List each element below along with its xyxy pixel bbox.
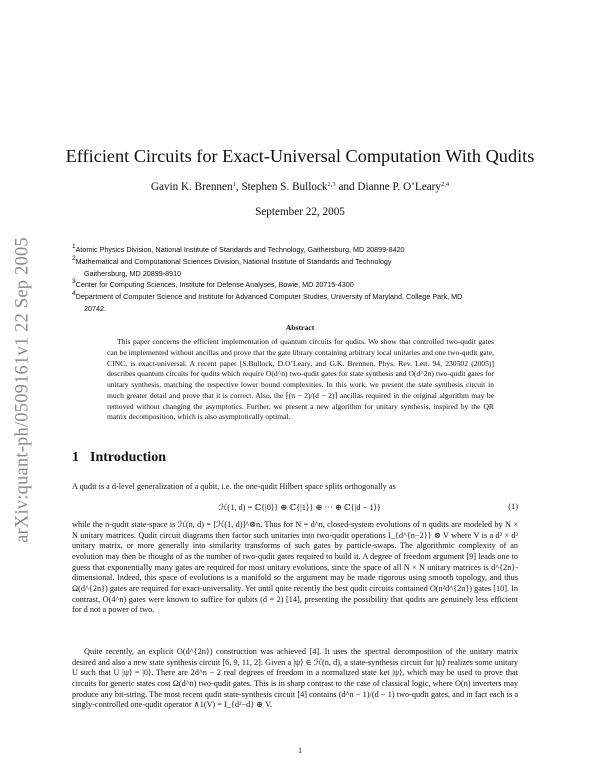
- author-name: Dianne P. O’Leary: [357, 181, 441, 193]
- abstract-text: This paper concerns the efficient implementation of quantum circuits for qudits. We show that controlled two-qudit gates can be implemented without ancillas and prove that the gate library containing arbitrary local unitaries and one two-qudit gate, CINC, is exact-universal. A recent paper [S.Bullock, D.O’Leary, and G.K. Brennen, Phys. Rev. Lett. 94, 230502 (2005)] describes quantum circuits for qudits which require O(d^n) two-qudit gates for state synthesis and O(d^2n) two-qudit gates for unitary synthesis, matching the respective lower bound complexities. In this work, we present the state synthesis circuit in much greater detail and prove that it is correct. Also, the ⌈(n − 2)/(d − 2)⌉ ancillas required in the original algorithm may be removed without changing the asymptotics. Further, we present a new algorithm for unitary synthesis, inspired by the QR matrix decomposition, which is also asymptotically optimal.: [107, 337, 494, 422]
- equation-formula: ℋ(1, d) = ℂ{|0⟩} ⊕ ℂ{|1⟩} ⊕ ··· ⊕ ℂ{|d − 1⟩}: [219, 503, 381, 512]
- author-affil-marker: 1: [232, 181, 236, 188]
- author-list: Gavin K. Brennen$^1$, Stephen S. Bullock$^{2,3}$ and Dianne P. O’Leary$^{2,4}$: [150, 181, 450, 193]
- author-name: Gavin K. Brennen: [150, 181, 233, 193]
- paper-title: Efficient Circuits for Exact-Universal Computation With Qudits: [65, 146, 535, 166]
- paper-date: September 22, 2005: [255, 206, 345, 218]
- affiliation: $^2$Mathematical and Computational Sciences Division, National Institute of Standards and Technology Gaithersburg, MD 20899-8910: [72, 255, 392, 278]
- affiliation: $^3$Center for Computing Sciences, Institute for Defense Analyses, Bowie, MD 20715-4300: [72, 278, 354, 289]
- author-affil-marker: 2,3: [327, 181, 336, 188]
- body-paragraph: while the n-qudit state-space is ℋ(n, d) = [ℋ(1, d)]^⊗n. Thus for N = d^n, closed-system evolutions of n qudits are modeled by N × N unitary matrices. Qudit circuit diagrams then factor such unitaries into two-qudit operations I_{d^{n−2}} ⊗ V where V is a d² × d² unitary matrix, or more generally into similarity transforms of such gates by particle-swaps. The algorithmic complexity of an evolution may then be thought of as the number of two-qudit gates required to build it. A degree of freedom argument [9] leads one to guess that exponentially many gates are required for most unitary evolutions, since the space of all N × N unitary matrices is d^{2n}-dimensional. Indeed, this space of evolutions is a manifold so the argument may be made rigorous using smooth topology, and thus Ω(d^{2n}) gates are required for exact-universality. Yet until quite recently the best qudit circuits contained O(n²d^{2n}) gates [10]. In contrast, O(4^n) gates were known to suffice for qubits (d = 2) [14], presenting the possibility that qudits are genuinely less efficient for d not a power of two.: [72, 520, 518, 615]
- author-name: Stephen S. Bullock: [241, 181, 328, 193]
- page-number: 1: [298, 746, 302, 755]
- abstract-heading: Abstract: [285, 323, 315, 332]
- affiliation: $^1$Atomic Physics Division, National Institute of Standards and Technology, Gaithersburg, MD 20899-8420: [72, 243, 405, 254]
- equation-number: (1): [508, 502, 518, 511]
- body-paragraph: Quite recently, an explicit O(d^{2n}) construction was achieved [4]. It uses the spectral decomposition of the unitary matrix desired and also a new state synthesis circuit [6, 9, 11, 2]. Given a |ψ⟩ ∈ ℋ(n, d), a state-synthesis circuit for |ψ⟩ realizes some unitary U such that U |ψ⟩ = |0⟩. There are 2d^n − 2 real degrees of freedom in a normalized state ket |ψ⟩, which may be used to prove that circuits for generic states cost Ω(d^n) two-qudit gates. This is in sharp contrast to the case of classical logic, where O(n) inverters may produce any bit-string. The most recent qudit state-synthesis circuit [4] contains (d^n − 1)/(d − 1) two-qudit gates, and in fact each is a singly-controlled one-qudit operator ∧1(V) = I_{d²−d} ⊕ V.: [72, 647, 518, 710]
- section-number: 1: [72, 450, 79, 465]
- section-title: Introduction: [90, 450, 166, 465]
- arxiv-identifier: arXiv:quant-ph/0509161v1 22 Sep 2005: [12, 237, 33, 543]
- author-affil-marker: 2,4: [440, 181, 450, 188]
- affiliation: $^4$Department of Computer Science and Institute for Advanced Computer Studies, University of Maryland, College Park, MD 20742.: [72, 290, 463, 313]
- section-heading: [72, 450, 166, 466]
- body-paragraph: A qudit is a d-level generalization of a qubit, i.e. the one-qudit Hilbert space splits orthogonally as: [72, 482, 396, 491]
